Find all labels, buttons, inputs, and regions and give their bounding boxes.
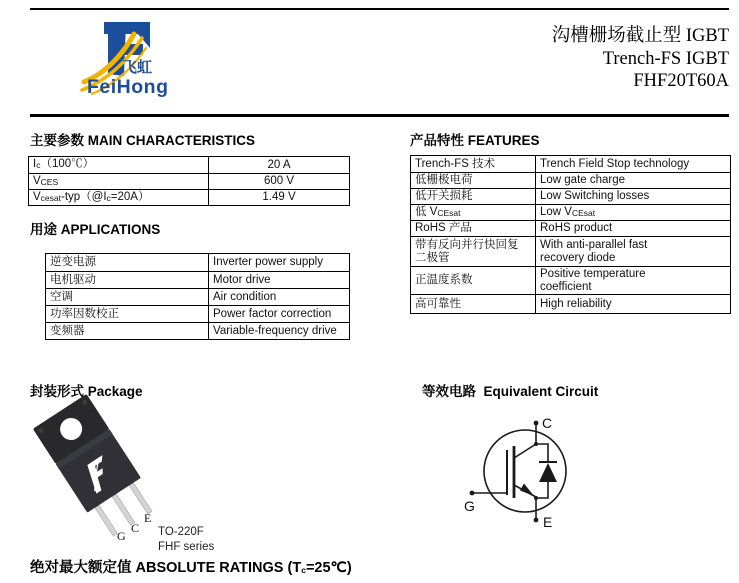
table-row bbox=[411, 236, 730, 266]
feihong-logo bbox=[80, 14, 180, 106]
applications-table bbox=[45, 253, 350, 340]
table-cell-value: 600 V bbox=[263, 175, 295, 188]
table-cell-value: 1.49 V bbox=[262, 191, 296, 204]
table-row bbox=[411, 266, 730, 294]
pin-label-c: C bbox=[131, 521, 140, 535]
table-cell-en: Low gate charge bbox=[540, 174, 626, 187]
table-cell-cn: 变频器 bbox=[46, 323, 209, 339]
table-cell-en: Trench Field Stop technology bbox=[540, 157, 690, 170]
table-cell-cn: 电机驱动 bbox=[46, 272, 209, 288]
table-row bbox=[46, 288, 349, 305]
gate-terminal-dot bbox=[470, 491, 475, 496]
table-cell-en: With anti-parallel fast recovery diode bbox=[540, 239, 648, 264]
features-heading: 产品特性 FEATURES bbox=[410, 133, 540, 148]
package-series: FHF series bbox=[158, 540, 215, 553]
table-cell-param: Ic（100℃） bbox=[29, 157, 209, 173]
table-cell-value: 20 A bbox=[267, 158, 291, 171]
table-row bbox=[411, 156, 730, 172]
circuit-circle bbox=[484, 430, 566, 512]
table-cell-cn: 低栅极电荷 bbox=[411, 173, 536, 188]
main-characteristics-table bbox=[28, 156, 350, 206]
table-row bbox=[46, 322, 349, 339]
emitter-terminal-dot bbox=[534, 518, 539, 523]
table-cell-cn: 高可靠性 bbox=[411, 295, 536, 313]
pin-label-g: G bbox=[117, 529, 126, 543]
package-type: TO-220F bbox=[158, 526, 204, 538]
table-row bbox=[46, 305, 349, 322]
gate-label: G bbox=[464, 498, 475, 514]
table-cell-en: Variable-frequency drive bbox=[213, 324, 337, 337]
table-cell-en: Positive temperature coefficient bbox=[540, 268, 646, 293]
emitter-arrowhead bbox=[520, 484, 534, 497]
header-divider-rule bbox=[30, 114, 729, 117]
package-caption bbox=[158, 525, 214, 554]
top-rule bbox=[30, 8, 729, 10]
collector-terminal-dot bbox=[534, 421, 539, 426]
table-row bbox=[411, 204, 730, 220]
table-cell-cn: 正温度系数 bbox=[411, 267, 536, 294]
part-number: FHF20T60A bbox=[633, 71, 729, 91]
table-cell-en: Low Switching losses bbox=[540, 190, 650, 203]
package-pin bbox=[95, 505, 118, 536]
doc-title-en: Trench-FS IGBT bbox=[602, 48, 729, 69]
table-row bbox=[29, 173, 349, 189]
doc-title-cn: 沟槽栅场截止型 IGBT bbox=[551, 26, 729, 46]
equivalent-circuit-heading: 等效电路 Equivalent Circuit bbox=[422, 384, 599, 399]
diode-triangle bbox=[539, 463, 557, 482]
table-cell-en: Motor drive bbox=[213, 273, 271, 286]
table-row bbox=[29, 157, 349, 173]
package-heading: 封装形式 Package bbox=[30, 384, 143, 399]
table-row bbox=[46, 271, 349, 288]
table-cell-cn: 逆变电源 bbox=[46, 254, 209, 271]
table-cell-cn: 功率因数校正 bbox=[46, 306, 209, 322]
applications-heading: 用途 APPLICATIONS bbox=[30, 222, 161, 237]
table-row bbox=[411, 294, 730, 313]
features-table bbox=[410, 155, 731, 314]
table-cell-en: Air condition bbox=[213, 290, 277, 303]
table-cell-cn: Trench-FS 技术 bbox=[411, 156, 536, 172]
table-cell-param: VCES bbox=[29, 174, 209, 189]
table-row bbox=[411, 172, 730, 188]
table-row bbox=[411, 188, 730, 204]
collector-label: C bbox=[542, 415, 553, 431]
logo-en-text: FeiHong bbox=[87, 76, 169, 98]
table-cell-en: Power factor correction bbox=[213, 307, 332, 320]
to220f-body bbox=[33, 394, 160, 541]
pin-label-e: E bbox=[144, 511, 152, 525]
junction-dot bbox=[534, 442, 538, 446]
table-cell-en: Inverter power supply bbox=[213, 256, 323, 269]
title-block bbox=[552, 25, 729, 93]
table-cell-cn: RoHS 产品 bbox=[411, 221, 536, 236]
package-pin bbox=[129, 483, 152, 514]
table-cell-en: High reliability bbox=[540, 297, 612, 310]
table-cell-en: Low VCEsat bbox=[540, 205, 596, 218]
circuit-diagram bbox=[440, 400, 630, 545]
junction-dot bbox=[534, 496, 538, 500]
table-cell-cn: 空调 bbox=[46, 289, 209, 305]
logo-cn-text: 飞虹 bbox=[122, 59, 153, 76]
emitter-label: E bbox=[543, 514, 553, 530]
table-cell-cn: 带有反向并行快回复 二极管 bbox=[411, 237, 536, 266]
absolute-ratings-heading: 绝对最大额定值 ABSOLUTE RATINGS (Tc=25℃) bbox=[30, 560, 352, 576]
main-characteristics-heading: 主要参数 MAIN CHARACTERISTICS bbox=[30, 133, 255, 148]
table-cell-cn: 低 VCEsat bbox=[411, 205, 536, 220]
table-row bbox=[411, 220, 730, 236]
table-cell-en: RoHS product bbox=[540, 222, 613, 235]
table-cell-param: Vcesat-typ（@Ic=20A） bbox=[29, 190, 209, 205]
table-cell-cn: 低开关损耗 bbox=[411, 189, 536, 204]
table-row bbox=[29, 189, 349, 205]
table-row bbox=[46, 254, 349, 271]
